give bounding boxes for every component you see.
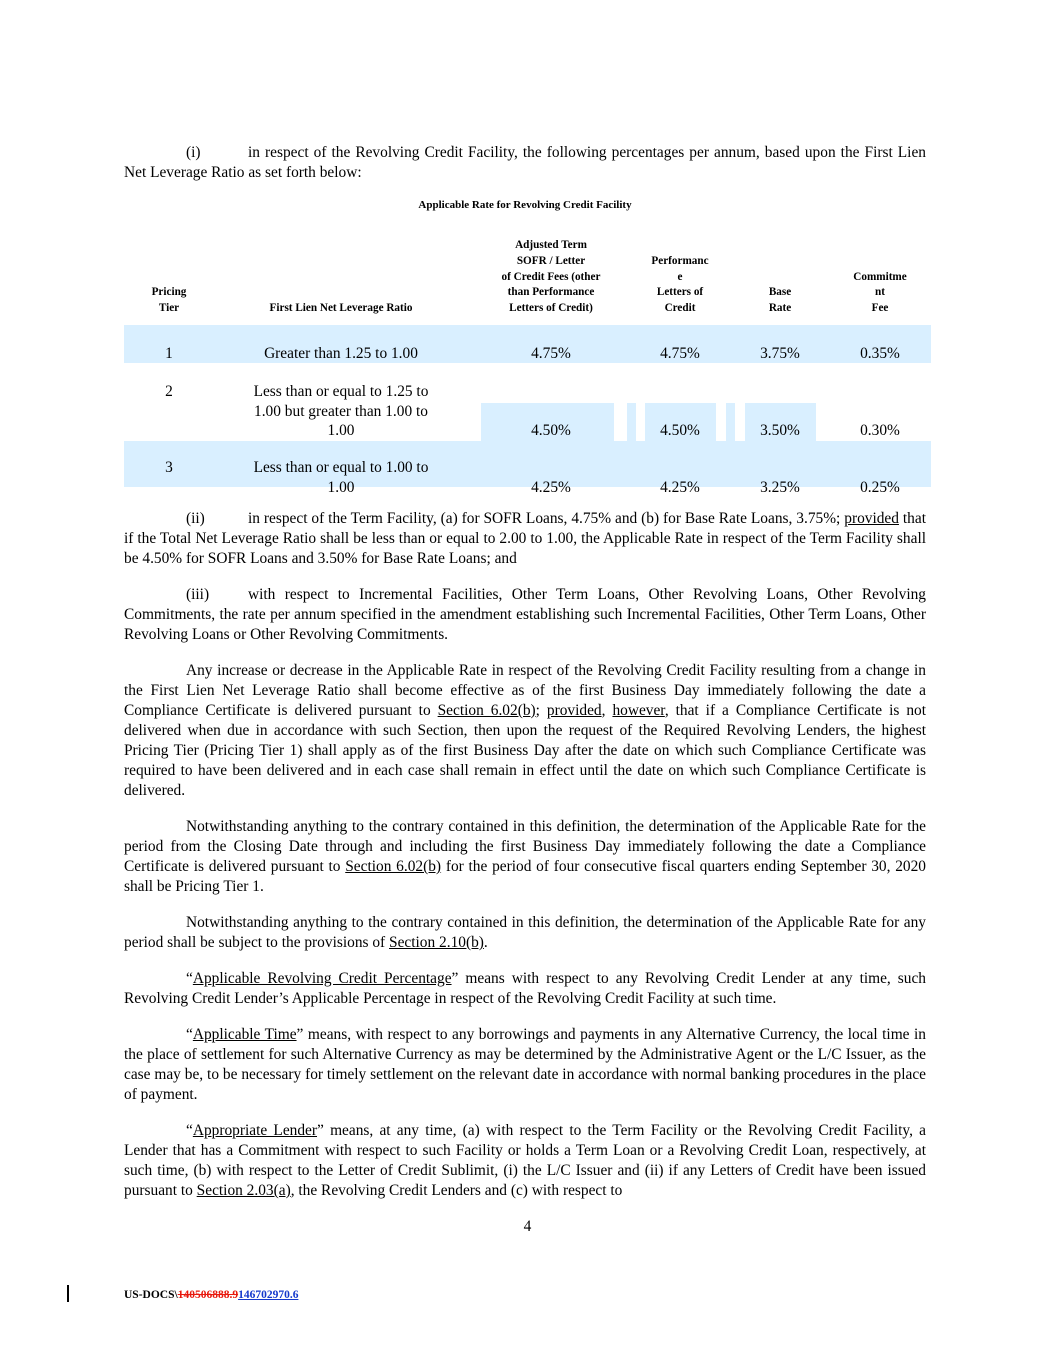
- section-reference: Section 2.10(b): [389, 934, 484, 951]
- header-line: Credit: [664, 302, 696, 315]
- table-header: [124, 229, 931, 317]
- text-run: ” means, at any time, (a) with respect to the Term Facility or the Revolving Credit Facility, a Lender that has a Commitment with respect to such Facility or holds a Term Loan or a Revolving Credit Loan, respectively, at such time, (b) with respect to the Letter of Credit Sublimit, (i) the L/C Issuer and (ii) if any Letters of Credit have been issued pursuant to: [124, 1122, 926, 1199]
- clause-label: (iii): [186, 586, 210, 603]
- defined-term: Applicable Revolving Credit Percentage: [192, 970, 452, 987]
- header-line: Commitme: [853, 270, 907, 283]
- doc-id-deleted: 140506888.9: [177, 1289, 239, 1301]
- cell-tier: 2: [165, 383, 173, 400]
- applicable-rate-table: [124, 229, 931, 496]
- text-run: Any increase or decrease in the Applicable Rate in respect of the Revolving Credit Facility resulting from a change in the First Lien Net Leverage Ratio shall become effective as of the first Business Day immediately following the date a Compliance Certificate is delivered pursuant to: [124, 662, 926, 719]
- quote-mark: “: [186, 970, 193, 987]
- ratio-line: 1.00: [327, 422, 355, 439]
- text-run: Notwithstanding anything to the contrary contained in this definition, the determination of the Applicable Rate for any period shall be subject to the provisions of: [124, 914, 926, 951]
- section-reference: Section 6.02(b): [437, 702, 536, 719]
- doc-id-inserted: 146702970.6: [238, 1289, 299, 1301]
- cell-ratio: [236, 344, 446, 364]
- page-body: [124, 143, 926, 1217]
- header-pricing-tier: [124, 285, 214, 317]
- paragraph-notwithstanding-2: [124, 913, 926, 953]
- page-number: 4: [523, 1218, 532, 1235]
- paragraph-ii: [124, 509, 926, 569]
- definition-applicable-revolving-credit-percentage: [124, 969, 926, 1009]
- header-base-rate: [744, 285, 816, 317]
- cell-base-rate: 3.50%: [760, 422, 800, 439]
- cell-ratio: [236, 458, 446, 497]
- cell-base-rate: 3.75%: [760, 345, 800, 362]
- header-line: of Credit Fees (other: [501, 270, 601, 283]
- table-title: Applicable Rate for Revolving Credit Facility: [418, 199, 632, 211]
- paragraph-text: with respect to Incremental Facilities, Other Term Loans, Other Revolving Loans, Other Revolving Commitments, the rate per annum specified in the amendment establishing such Incremental Facilities, Other Term Loans, Other Revolving Loans or Other Revolving Commitments.: [124, 586, 926, 643]
- underlined-term: however: [612, 702, 665, 719]
- cell-sofr: 4.25%: [531, 479, 571, 496]
- text-run: ,: [601, 702, 613, 719]
- underlined-term: provided: [546, 702, 602, 719]
- text-run: in respect of the Term Facility, (a) for SOFR Loans, 4.75% and (b) for Base Rate Loans, 3.75%;: [248, 510, 845, 527]
- definition-appropriate-lender: [124, 1121, 926, 1201]
- header-line: Performanc: [651, 254, 709, 267]
- header-line: Letters of: [656, 286, 704, 299]
- section-reference: Section 2.03(a): [196, 1182, 291, 1199]
- change-bar: [67, 1285, 69, 1302]
- document-id-footer: [124, 1289, 298, 1301]
- text-run: ;: [535, 702, 547, 719]
- header-line: SOFR / Letter: [516, 254, 586, 267]
- cell-performance: 4.75%: [660, 345, 700, 362]
- cell-tier: 1: [165, 345, 173, 362]
- text-run: , that if a Compliance Certificate is not delivered when due in accordance with such Section, then upon the request of the Required Revolving Lenders, the highest Pricing Tier (Pricing Tier 1) shall apply as of the first Business Day after the date on which such Compliance Certificate was required to have been delivered and in each case shall remain in effect until the date on which such Compliance Certificate is delivered.: [124, 702, 926, 799]
- ratio-line: 1.00: [327, 478, 355, 496]
- cell-commitment-fee: 0.25%: [860, 479, 900, 496]
- header-line: nt: [875, 286, 885, 299]
- cell-commitment-fee: 0.30%: [860, 422, 900, 439]
- section-reference: Section 6.02(b): [345, 858, 442, 875]
- defined-term: Appropriate Lender: [192, 1122, 318, 1139]
- clause-label: (i): [186, 144, 201, 161]
- text-run: ” means with respect to any Revolving Credit Lender at any time, such Revolving Credit Lender’s Applicable Percentage in respect of the Revolving Credit Facility at such time.: [124, 970, 927, 1007]
- text-run: that if the Total Net Leverage Ratio shall be less than or equal to 2.00 to 1.00, the Applicable Rate in respect of the Term Facility shall be 4.50% for SOFR Loans and 3.50% for Base Rate Loans; and: [124, 510, 926, 567]
- clause-label: (ii): [186, 510, 205, 527]
- cell-performance: 4.25%: [660, 479, 700, 496]
- header-line: Letters of Credit): [509, 302, 593, 315]
- header-line: Rate: [768, 302, 792, 315]
- cell-ratio: [236, 382, 446, 441]
- quote-mark: “: [186, 1122, 193, 1139]
- cell-shading: [726, 403, 735, 441]
- header-line: Base: [768, 286, 792, 299]
- header-line: than Performance: [507, 286, 595, 299]
- text-run: , the Revolving Credit Lenders and (c) with respect to: [290, 1182, 623, 1199]
- ratio-line: Less than or equal to 1.00 to: [253, 459, 429, 476]
- cell-performance: 4.50%: [660, 422, 700, 439]
- ratio-line: Less than or equal to 1.25 to: [253, 383, 429, 400]
- paragraph-iii: [124, 585, 926, 645]
- text-run: .: [483, 934, 488, 951]
- header-leverage-ratio: [236, 301, 446, 317]
- cell-sofr: 4.50%: [531, 422, 571, 439]
- paragraph-rate-change: [124, 661, 926, 801]
- header-performance-loc: [644, 254, 716, 317]
- cell-commitment-fee: 0.35%: [860, 345, 900, 362]
- text-run: ” means, with respect to any borrowings and payments in any Alternative Currency, the local time in the place of settlement for such Alternative Currency as may be determined by the Administrative Agent or the L/C Issuer, as the case may be, to be necessary for timely settlement on the relevant date in accordance with normal banking procedures in the place of payment.: [124, 1026, 926, 1103]
- header-commitment-fee: [840, 270, 920, 317]
- paragraph-text: in respect of the Revolving Credit Facility, the following percentages per annum, based upon the First Lien Net Leverage Ratio as set forth below:: [124, 144, 926, 181]
- header-line: Pricing: [151, 286, 187, 299]
- ratio-line: 1.00 but greater than 1.00 to: [254, 402, 428, 420]
- cell-sofr: 4.75%: [531, 345, 571, 362]
- underlined-term: provided: [844, 510, 899, 527]
- paragraph-notwithstanding-1: [124, 817, 926, 897]
- text-run: for the period of four consecutive fiscal quarters ending September 30, 2020 shall be Pricing Tier 1.: [124, 858, 926, 895]
- header-sofr-fees: [476, 238, 626, 317]
- cell-base-rate: 3.25%: [760, 479, 800, 496]
- text-run: Notwithstanding anything to the contrary contained in this definition, the determination of the Applicable Rate for the period from the Closing Date through and including the first Business Day immediately following the date a Compliance Certificate is delivered pursuant to: [124, 818, 926, 875]
- definition-applicable-time: [124, 1025, 926, 1105]
- defined-term: Applicable Time: [192, 1026, 297, 1043]
- header-line: Tier: [158, 302, 180, 315]
- header-line: Fee: [871, 302, 889, 315]
- paragraph-i: [124, 143, 926, 183]
- header-line: Adjusted Term: [515, 239, 587, 252]
- header-line: First Lien Net Leverage Ratio: [269, 302, 413, 315]
- cell-shading: [627, 403, 636, 441]
- doc-id-prefix: US-DOCS\: [124, 1289, 178, 1301]
- quote-mark: “: [186, 1026, 193, 1043]
- cell-tier: 3: [165, 459, 173, 476]
- header-line: e: [677, 270, 683, 283]
- ratio-line: Greater than 1.25 to 1.00: [264, 345, 418, 362]
